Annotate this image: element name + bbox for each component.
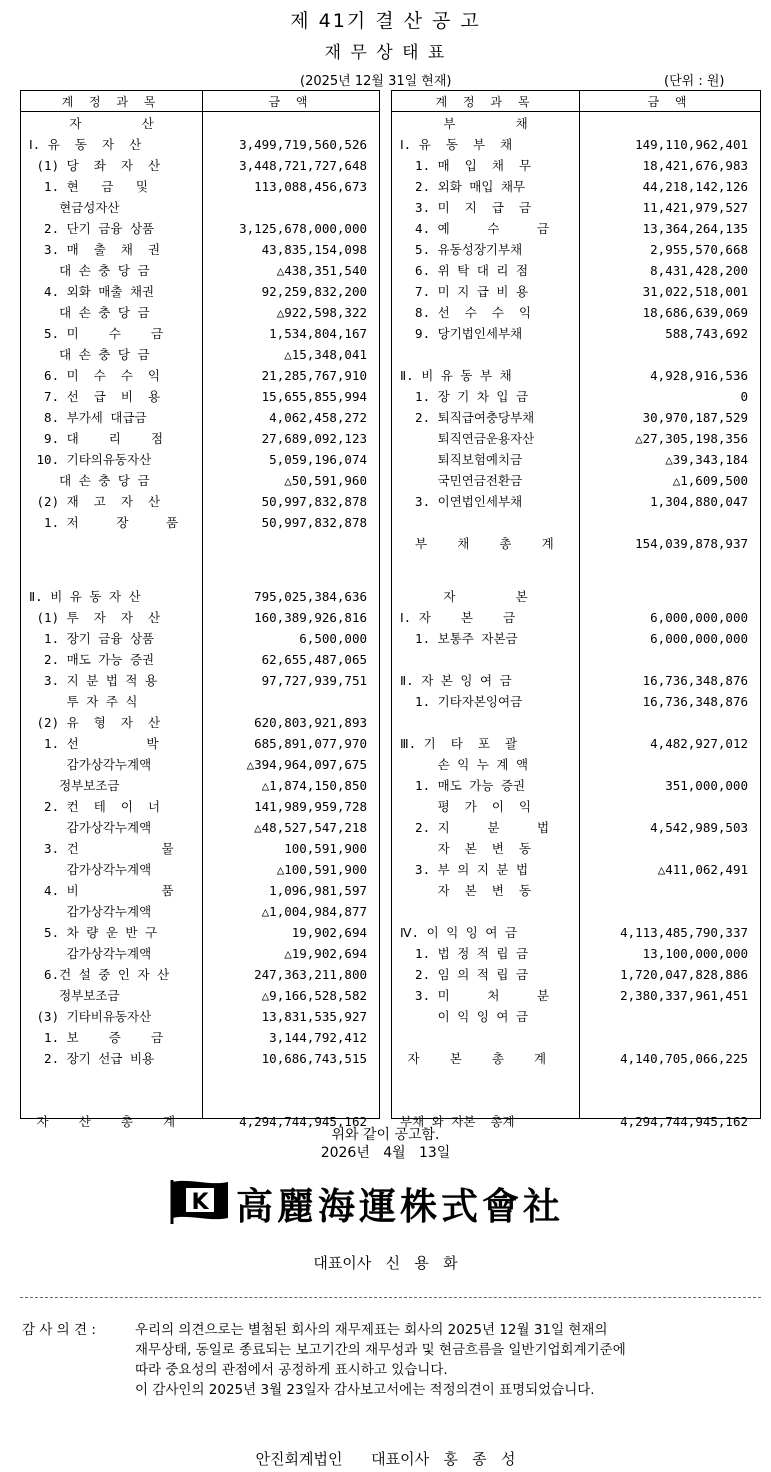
amount-value: △1,004,984,877 <box>261 903 367 919</box>
amount-value: 4,542,989,503 <box>650 819 748 835</box>
audit-line: 따라 중요성의 관점에서 공정하게 표시하고 있습니다. <box>135 1362 448 1378</box>
amount-value: 44,218,142,126 <box>642 179 748 194</box>
amount-value: 4,113,485,790,337 <box>620 924 748 940</box>
amount-value: 4,062,458,272 <box>269 410 367 425</box>
amount-header: 금 액 <box>268 95 314 109</box>
account-label: 국민연금전환금 <box>400 473 523 488</box>
account-label: 감가상각누계액 <box>29 903 152 919</box>
account-label: 대 손 충 당 금 <box>29 473 150 488</box>
account-label: Ⅰ. 자 본 금 <box>400 609 516 625</box>
amount-value: 6,000,000,000 <box>650 609 748 625</box>
account-label: 대 손 충 당 금 <box>29 305 150 320</box>
amount-value: 149,110,962,401 <box>635 137 748 152</box>
account-label: Ⅱ. 비 유 동 부 채 <box>400 368 512 383</box>
account-label: 대 손 충 당 금 <box>29 347 150 362</box>
account-label: (2) 재 고 자 산 <box>29 494 161 509</box>
account-label: 1. 장기 금융 상품 <box>29 630 155 646</box>
amount-value: 0 <box>740 389 748 404</box>
account-label: 2. 매도 가능 증권 <box>29 651 155 667</box>
amount-value: 160,389,926,816 <box>254 609 367 625</box>
page-title: 제 41기 결 산 공 고 <box>290 10 481 32</box>
amount-value: 16,736,348,876 <box>642 672 748 688</box>
separator <box>20 1297 761 1298</box>
amount-value: 16,736,348,876 <box>642 693 748 709</box>
amount-value: 50,997,832,878 <box>261 494 367 509</box>
account-label: 1. 매도 가능 증권 <box>400 777 526 793</box>
account-label: 3. 부 의 지 분 법 <box>400 861 529 877</box>
amount-value: 18,686,639,069 <box>642 305 748 320</box>
account-label: 1. 장 기 차 입 금 <box>400 389 529 404</box>
amount-value: 4,294,744,945,162 <box>239 1113 367 1129</box>
account-label: 2. 지 분 법 <box>400 819 550 835</box>
account-label: Ⅰ. 유 동 부 채 <box>400 137 513 152</box>
account-label: 9. 당기법인세부채 <box>400 326 523 341</box>
header-divider <box>21 111 379 112</box>
account-label: (2) 유 형 자 산 <box>29 714 161 730</box>
account-label: 부채 와 자본 총계 <box>400 1113 515 1129</box>
account-label: 이 익 잉 여 금 <box>400 1008 529 1024</box>
company-logo <box>170 1178 620 1228</box>
account-label: 자 본 변 동 <box>400 882 532 898</box>
assets-table <box>20 90 380 1129</box>
as-of-date: (2025년 12월 31일 현재) <box>300 74 452 89</box>
account-label: 4. 외화 매출 채권 <box>29 284 155 299</box>
account-label: 정부보조금 <box>29 987 120 1003</box>
amount-value: 50,997,832,878 <box>261 515 367 530</box>
notice-date: 2026년 4월 13일 <box>320 1145 451 1161</box>
account-label: 7. 미 지 급 비 용 <box>400 284 529 299</box>
amount-value: 4,482,927,012 <box>650 735 748 751</box>
amount-value: 15,655,855,994 <box>261 389 367 404</box>
audit-line: 이 감사인의 2025년 3월 23일자 감사보고서에는 적정의견이 표명되었습니다. <box>135 1382 595 1398</box>
account-label: 10. 기타의유동자산 <box>29 452 152 467</box>
account-label: 1. 현 금 및 <box>29 179 149 194</box>
account-label: 퇴직연금운용자산 <box>400 431 535 446</box>
account-label: 5. 유동성장기부채 <box>400 242 523 257</box>
amount-value: 1,720,047,828,886 <box>620 966 748 982</box>
amount-value: 588,743,692 <box>665 326 748 341</box>
audit-line: 우리의 의견으로는 별첨된 회사의 재무제표는 회사의 2025년 12월 31일 현재의 <box>135 1322 608 1338</box>
amount-value: 43,835,154,098 <box>261 242 367 257</box>
account-header: 계 정 과 목 <box>61 95 162 109</box>
company-flag-icon <box>170 1178 230 1224</box>
account-label: 3. 미 처 분 <box>400 987 550 1003</box>
account-label: 1. 저 장 품 <box>29 515 179 530</box>
amount-value: 3,448,721,727,648 <box>239 158 367 173</box>
amount-value: 2,380,337,961,451 <box>620 987 748 1003</box>
amount-value: 795,025,384,636 <box>254 588 367 604</box>
account-label: 6. 위 탁 대 리 점 <box>400 263 529 278</box>
amount-value: 1,096,981,597 <box>269 882 367 898</box>
account-label: Ⅳ. 이 익 잉 여 금 <box>400 924 518 940</box>
account-label: 부 채 총 계 <box>400 536 554 551</box>
amount-value: △9,166,528,582 <box>261 987 367 1003</box>
amount-value: 6,000,000,000 <box>650 630 748 646</box>
account-label: 감가상각누계액 <box>29 756 152 772</box>
amount-value: △100,591,900 <box>276 861 367 877</box>
account-label: 자 본 <box>443 588 528 604</box>
account-label: Ⅱ. 자 본 잉 여 금 <box>400 672 512 688</box>
account-label: 퇴직보험예치금 <box>400 452 523 467</box>
amount-value: 4,928,916,536 <box>650 368 748 383</box>
amount-value: △411,062,491 <box>657 861 748 877</box>
amount-value: △1,609,500 <box>672 473 748 488</box>
account-label: 4. 비 품 <box>29 882 174 898</box>
account-label: 손 익 누 계 액 <box>400 756 529 772</box>
account-label: Ⅱ. 비 유 동 자 산 <box>29 588 141 604</box>
account-label: 8. 선 수 수 익 <box>400 305 532 320</box>
amount-value: 351,000,000 <box>665 777 748 793</box>
account-label: 2. 단기 금융 상품 <box>29 221 155 236</box>
account-label: 1. 보통주 자본금 <box>400 630 518 646</box>
ceo-signature: 대표이사 신 용 화 <box>313 1254 458 1272</box>
amount-value: 113,088,456,673 <box>254 179 367 194</box>
account-label: 정부보조금 <box>29 777 120 793</box>
account-label: Ⅲ. 기 타 포 괄 <box>400 735 518 751</box>
amount-value: 92,259,832,200 <box>261 284 367 299</box>
amount-value: 5,059,196,074 <box>269 452 367 467</box>
account-label: 3. 지 분 법 적 용 <box>29 672 158 688</box>
amount-value: 685,891,077,970 <box>254 735 367 751</box>
account-label: 2. 임 의 적 립 금 <box>400 966 529 982</box>
amount-value: 2,955,570,668 <box>650 242 748 257</box>
auditor-signature: 안진회계법인 대표이사 홍 종 성 <box>255 1450 516 1468</box>
audit-line: 재무상태, 동일로 종료되는 보고기간의 재무성과 및 현금흐름을 일반기업회계기준에 <box>135 1342 626 1358</box>
account-label: 자 산 <box>69 116 154 131</box>
account-label: 투 자 주 식 <box>29 693 138 709</box>
amount-value: 3,499,719,560,526 <box>239 137 367 152</box>
amount-value: 19,902,694 <box>291 924 367 940</box>
amount-header: 금 액 <box>647 95 693 109</box>
account-label: 1. 법 정 적 립 금 <box>400 945 529 961</box>
account-label: 대 손 충 당 금 <box>29 263 150 278</box>
account-label: 2. 컨 테 이 너 <box>29 798 161 814</box>
amount-value: 31,022,518,001 <box>642 284 748 299</box>
account-label: 1. 매 입 채 무 <box>400 158 532 173</box>
amount-value: 4,294,744,945,162 <box>620 1113 748 1129</box>
amount-value: 247,363,211,800 <box>254 966 367 982</box>
account-label: 자 본 변 동 <box>400 840 532 856</box>
account-label: 감가상각누계액 <box>29 819 152 835</box>
account-label: 4. 예 수 금 <box>400 221 550 236</box>
amount-value: 18,421,676,983 <box>642 158 748 173</box>
amount-value: △15,348,041 <box>284 347 367 362</box>
account-label: 9. 대 리 점 <box>29 431 164 446</box>
amount-value: 100,591,900 <box>284 840 367 856</box>
account-header: 계 정 과 목 <box>435 95 536 109</box>
account-label: 자 본 총 계 <box>400 1050 547 1066</box>
amount-value: 8,431,428,200 <box>650 263 748 278</box>
amount-value: 3,125,678,000,000 <box>239 221 367 236</box>
account-label: 감가상각누계액 <box>29 861 152 877</box>
amount-value: 21,285,767,910 <box>261 368 367 383</box>
statement-title: 재 무 상 태 표 <box>324 43 447 63</box>
amount-value: 13,364,264,135 <box>642 221 748 236</box>
amount-value: 141,989,959,728 <box>254 798 367 814</box>
account-label: 2. 외화 매입 채무 <box>400 179 526 194</box>
account-label: 3. 미 지 급 금 <box>400 200 532 215</box>
logo-letter: K <box>191 1190 209 1215</box>
amount-value: 27,689,092,123 <box>261 431 367 446</box>
audit-label: 감 사 의 견 : <box>22 1322 96 1338</box>
account-label: 3. 이연법인세부채 <box>400 494 523 509</box>
account-label: 5. 미 수 금 <box>29 326 164 341</box>
amount-value: 1,534,804,167 <box>269 326 367 341</box>
amount-value: 62,655,487,065 <box>261 651 367 667</box>
account-label: 부 채 <box>443 116 528 131</box>
amount-value: △394,964,097,675 <box>246 756 367 772</box>
amount-value: 3,144,792,412 <box>269 1029 367 1045</box>
account-label: 6. 미 수 수 익 <box>29 368 161 383</box>
liabilities-equity-table <box>391 90 761 1129</box>
amount-value: 154,039,878,937 <box>635 536 748 551</box>
unit-label: (단위 : 원) <box>664 74 725 89</box>
account-label: (3) 기타비유동자산 <box>29 1008 152 1024</box>
account-label: 평 가 이 익 <box>400 798 532 814</box>
account-label: 1. 기타자본잉여금 <box>400 693 523 709</box>
account-label: 2. 장기 선급 비용 <box>29 1050 155 1066</box>
account-label: (1) 당 좌 자 산 <box>29 158 161 173</box>
account-label: Ⅰ. 유 동 자 산 <box>29 137 142 152</box>
account-label: 자 산 총 계 <box>29 1113 176 1129</box>
amount-value: 1,304,880,047 <box>650 494 748 509</box>
amount-value: △27,305,198,356 <box>635 431 748 446</box>
amount-value: 11,421,979,527 <box>642 200 748 215</box>
company-name: 高麗海運株式會社 <box>236 1184 564 1228</box>
account-label: 감가상각누계액 <box>29 945 152 961</box>
account-label: 6.건 설 중 인 자 산 <box>29 966 170 982</box>
amount-value: 620,803,921,893 <box>254 714 367 730</box>
amount-value: △438,351,540 <box>276 263 367 278</box>
amount-value: △922,598,322 <box>276 305 367 320</box>
account-label: 8. 부가세 대급금 <box>29 410 147 425</box>
amount-value: △39,343,184 <box>665 452 748 467</box>
amount-value: △50,591,960 <box>284 473 367 488</box>
amount-value: 97,727,939,751 <box>261 672 367 688</box>
account-label: 5. 차 량 운 반 구 <box>29 924 158 940</box>
account-label: 3. 건 물 <box>29 840 174 856</box>
amount-value: 13,100,000,000 <box>642 945 748 961</box>
amount-value: △1,874,150,850 <box>261 777 367 793</box>
amount-value: 6,500,000 <box>299 630 367 646</box>
amount-value: 4,140,705,066,225 <box>620 1050 748 1066</box>
amount-value: △19,902,694 <box>284 945 367 961</box>
notice-text: 위와 같이 공고함. <box>331 1127 440 1143</box>
amount-value: △48,527,547,218 <box>254 819 367 835</box>
account-label: 1. 선 박 <box>29 735 159 751</box>
amount-value: 13,831,535,927 <box>261 1008 367 1024</box>
account-label: 1. 보 증 금 <box>29 1029 164 1045</box>
account-label: 2. 퇴직급여충당부채 <box>400 410 535 425</box>
account-label: 7. 선 급 비 용 <box>29 389 161 404</box>
header-divider <box>392 111 760 112</box>
amount-value: 30,970,187,529 <box>642 410 748 425</box>
account-label: 3. 매 출 채 권 <box>29 242 161 257</box>
account-label: (1) 투 자 자 산 <box>29 609 161 625</box>
amount-value: 10,686,743,515 <box>261 1050 367 1066</box>
account-label: 현금성자산 <box>29 200 120 215</box>
